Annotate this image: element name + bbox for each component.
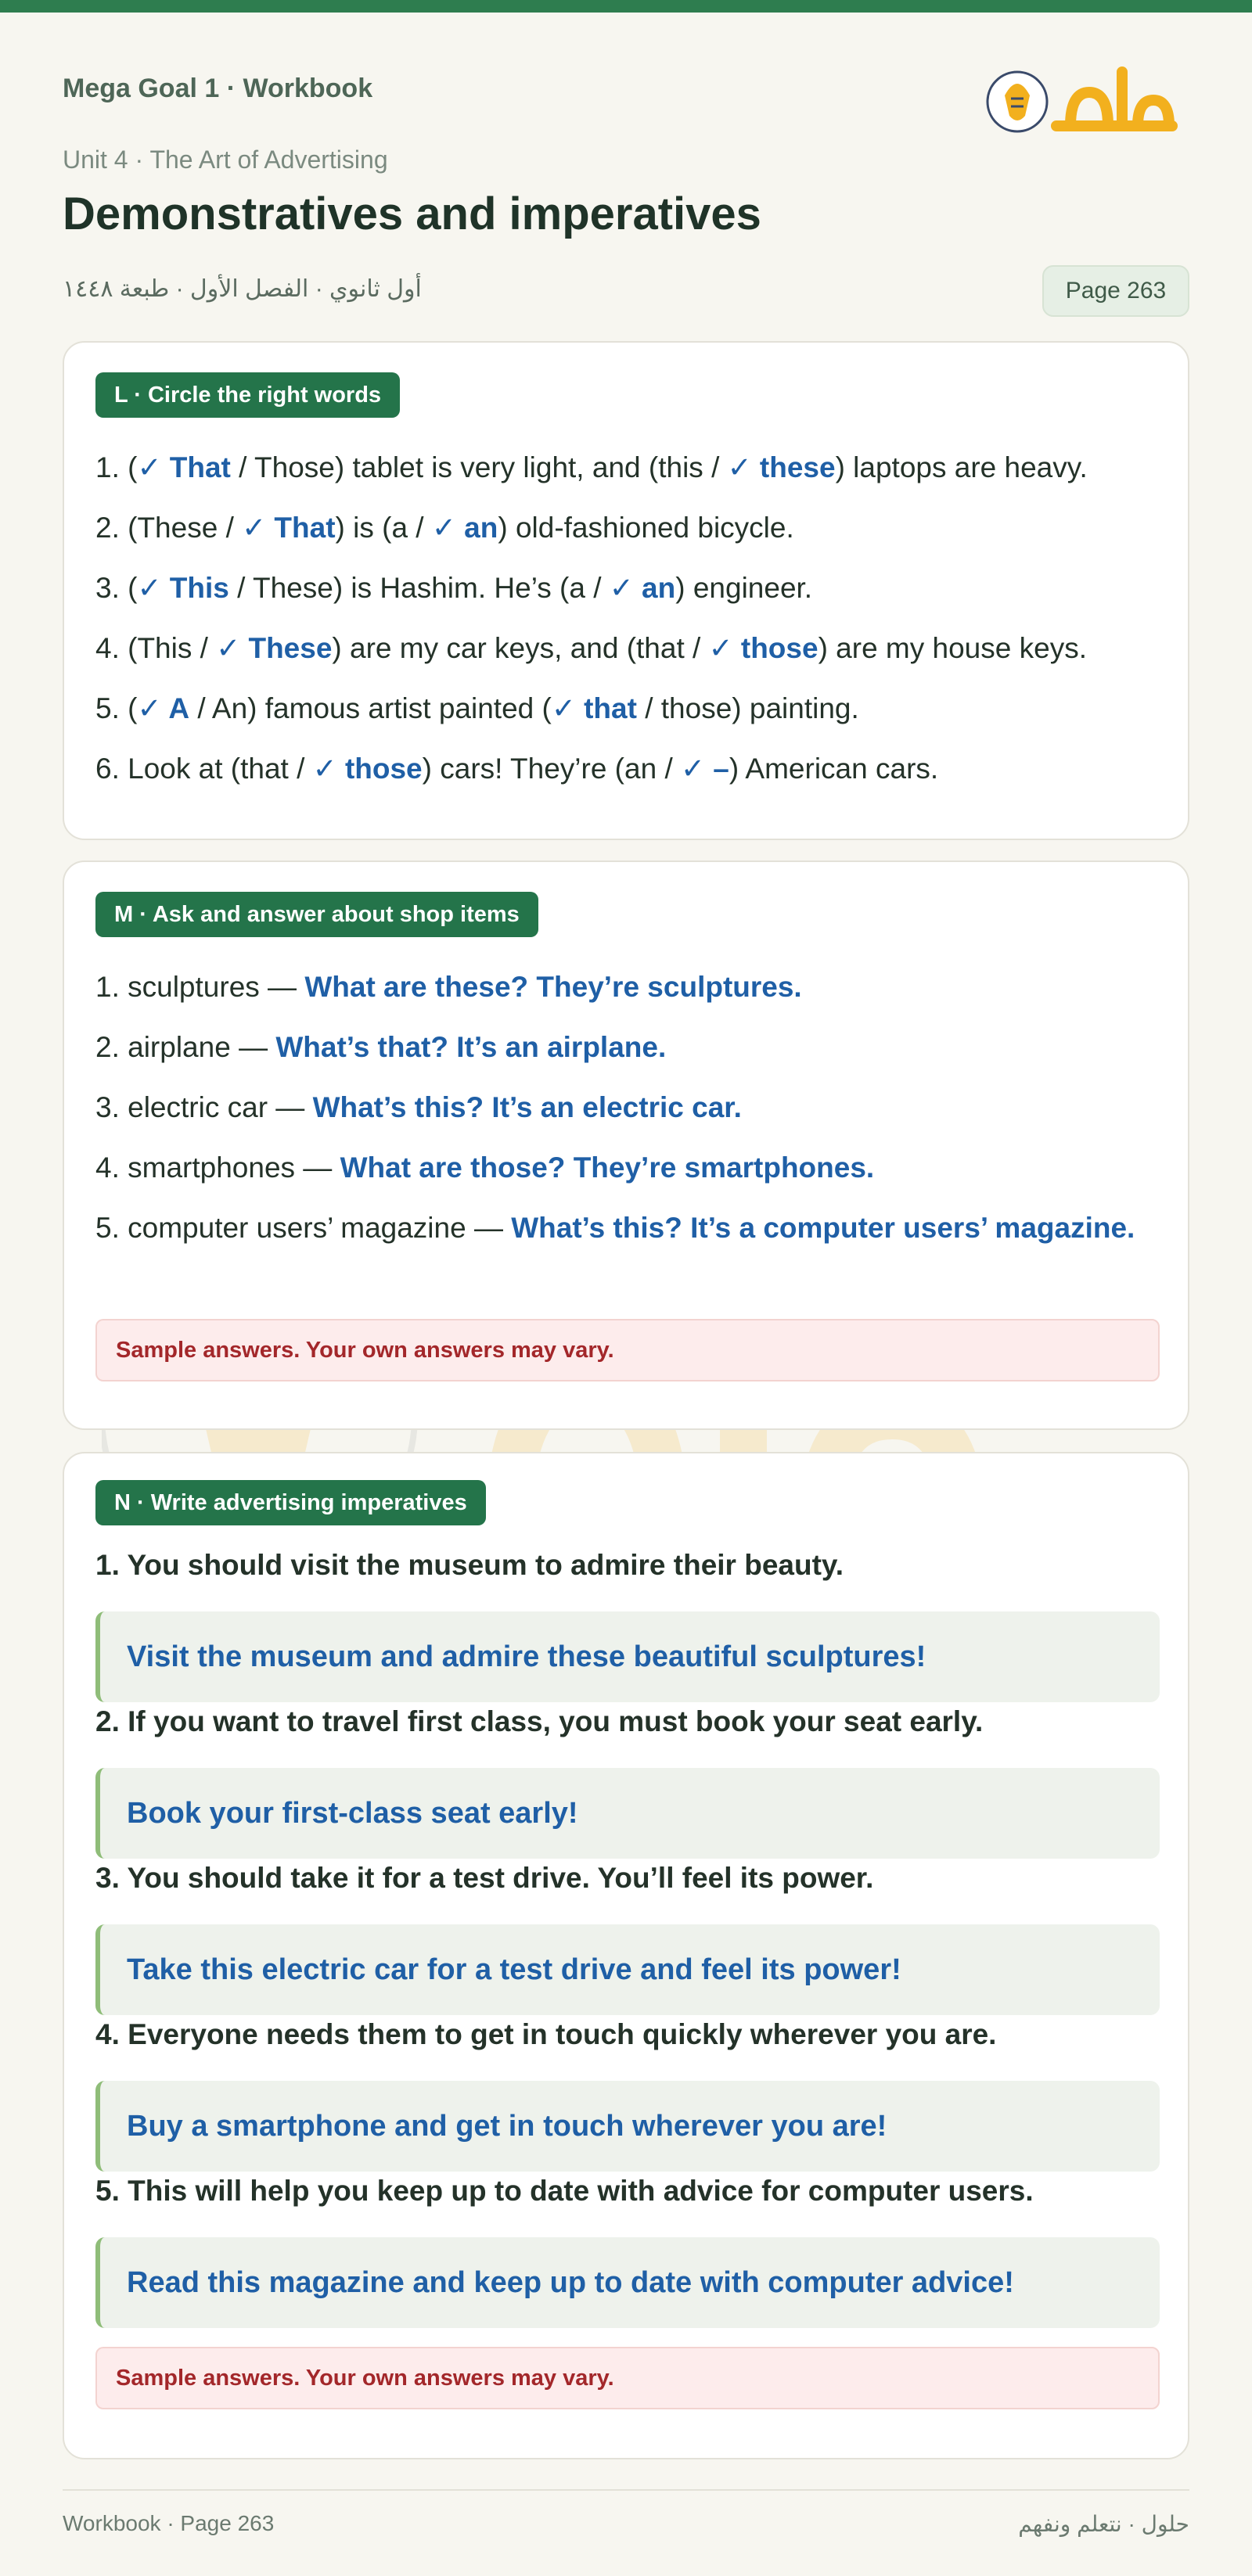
section-n-answer: Buy a smartphone and get in touch wherever you are! [95, 2081, 1160, 2172]
section-m-label: M · Ask and answer about shop items [95, 892, 538, 937]
section-m-card [63, 860, 1189, 1430]
section-n-note: Sample answers. Your own answers may vary. [95, 2347, 1160, 2409]
section-l-item: 2. (These / ✓ That) is (a / ✓ an) old-fashioned bicycle. [95, 512, 794, 544]
section-m-item: 5. computer users’ magazine — What’s this? It’s a computer users’ magazine. [95, 1212, 1135, 1244]
section-l-label: L · Circle the right words [95, 372, 400, 418]
section-l-item: 4. (This / ✓ These) are my car keys, and (that / ✓ those) are my house keys. [95, 632, 1087, 664]
section-n-prompt: 1. You should visit the museum to admire their beauty. [95, 1549, 844, 1581]
section-n-prompt: 2. If you want to travel first class, you must book your seat early. [95, 1705, 984, 1737]
section-l-item: 6. Look at (that / ✓ those) cars! They’re (an / ✓ –) American cars. [95, 753, 939, 785]
section-n-label: N · Write advertising imperatives [95, 1480, 486, 1525]
top-accent-bar [0, 0, 1252, 13]
section-n-answer: Book your first-class seat early! [95, 1768, 1160, 1859]
hulul-logo-icon [978, 52, 1182, 146]
arabic-grade-line: أول ثانوي · الفصل الأول · طبعة ١٤٤٨ [63, 276, 422, 302]
section-l-item: 5. (✓ A / An) famous artist painted (✓ that / those) painting. [95, 692, 859, 724]
footer-brand-tagline: حلول · نتعلم ونفهم [1018, 2512, 1189, 2536]
section-n-answer: Read this magazine and keep up to date with computer advice! [95, 2237, 1160, 2328]
section-m-item: 4. smartphones — What are those? They’re smartphones. [95, 1151, 875, 1184]
section-n-card [63, 1452, 1189, 2459]
section-n-prompt: 3. You should take it for a test drive. You’ll feel its power. [95, 1862, 874, 1894]
section-n-answer: Take this electric car for a test drive and feel its power! [95, 1924, 1160, 2015]
page-header [63, 13, 1189, 325]
section-m-item: 3. electric car — What’s this? It’s an electric car. [95, 1091, 742, 1123]
section-l-item: 1. (✓ That / Those) tablet is very light, and (this / ✓ these) laptops are heavy. [95, 451, 1088, 483]
section-n-prompt: 5. This will help you keep up to date with advice for computer users. [95, 2175, 1034, 2207]
page-badge: Page 263 [1042, 265, 1189, 317]
section-l-card [63, 341, 1189, 840]
section-m-item: 2. airplane — What’s that? It’s an airplane. [95, 1031, 667, 1063]
section-m-note: Sample answers. Your own answers may vary. [95, 1319, 1160, 1381]
section-l-item: 3. (✓ This / These) is Hashim. He’s (a / ✓ an) engineer. [95, 572, 813, 604]
section-n-answer: Visit the museum and admire these beautiful sculptures! [95, 1611, 1160, 1702]
section-n-prompt: 4. Everyone needs them to get in touch quickly wherever you are. [95, 2018, 997, 2050]
unit-line: Unit 4 · The Art of Advertising [63, 146, 388, 174]
footer-page-label: Workbook · Page 263 [63, 2511, 275, 2535]
section-m-item: 1. sculptures — What are these? They’re sculptures. [95, 971, 802, 1003]
workbook-title: Mega Goal 1 · Workbook [63, 74, 373, 103]
footer-divider [63, 2489, 1189, 2491]
page-title: Demonstratives and imperatives [63, 189, 761, 239]
